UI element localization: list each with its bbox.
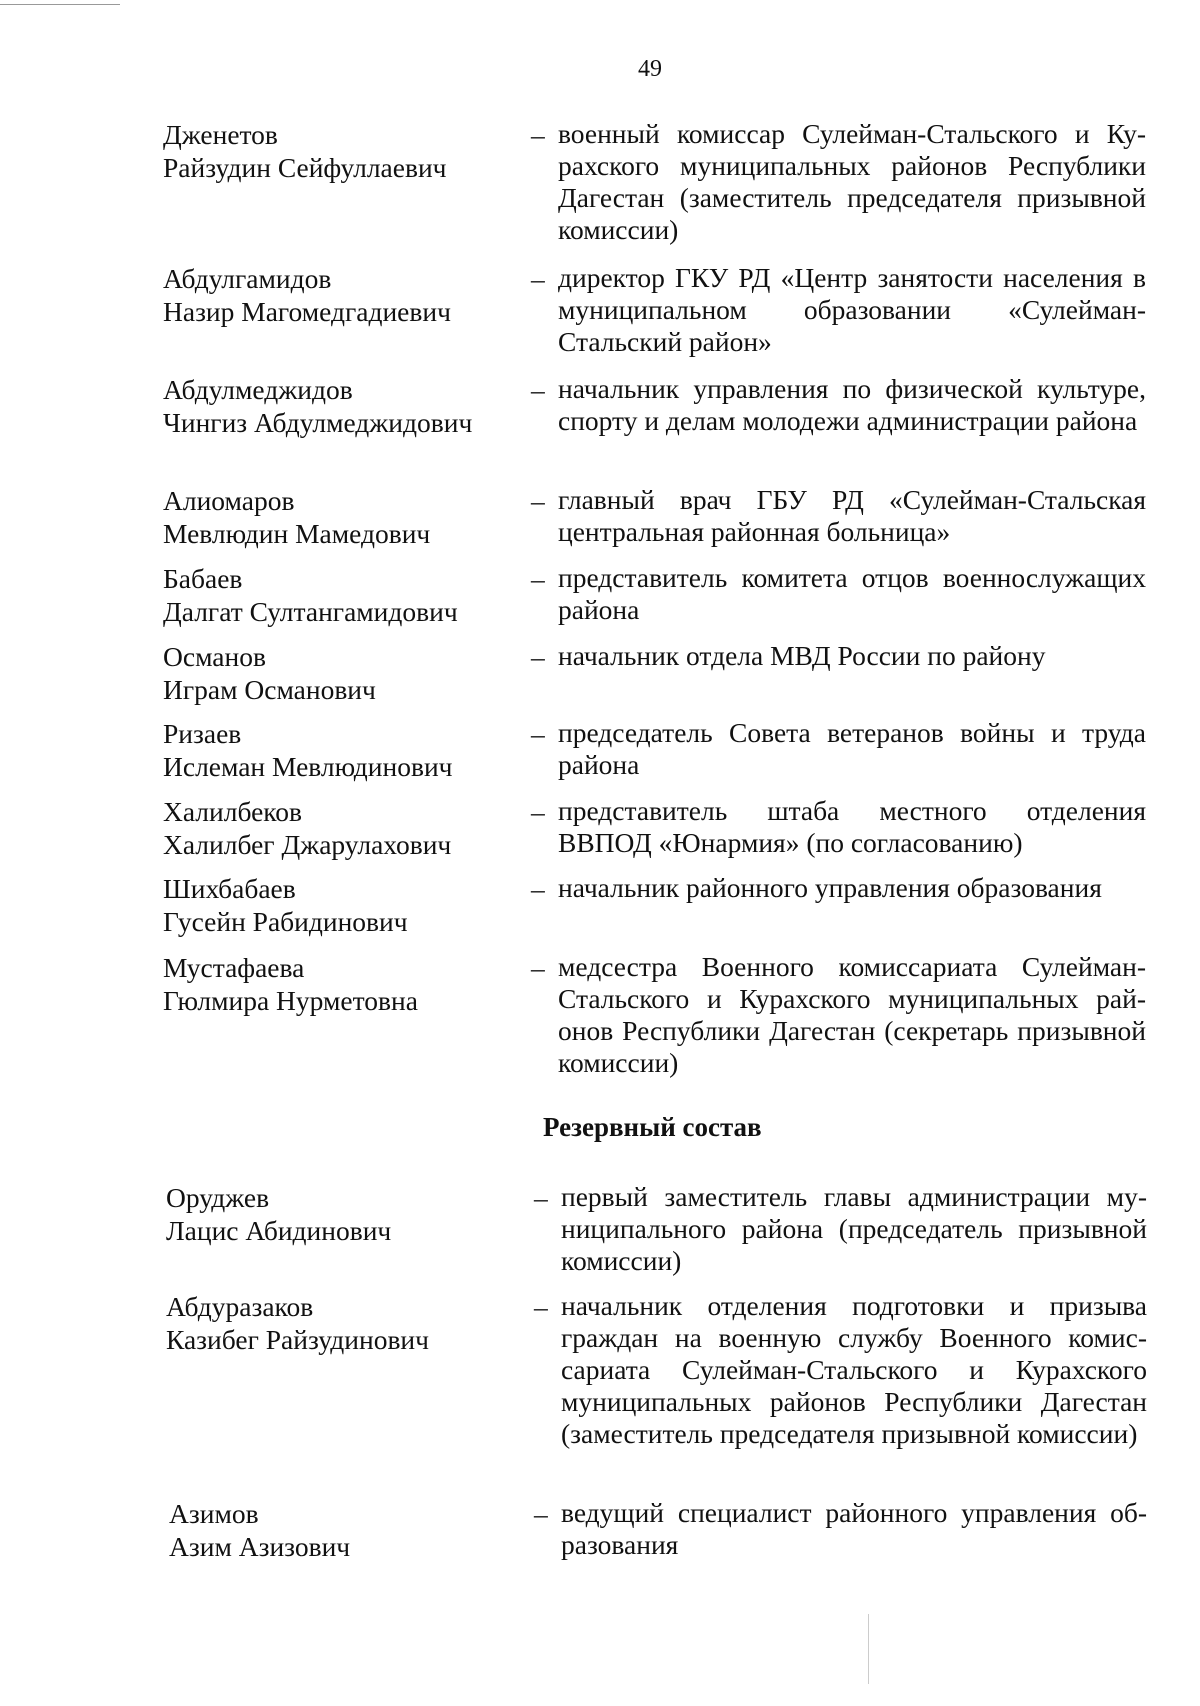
member-name — [163, 262, 523, 328]
member-given-name: Азим Азизович — [169, 1531, 351, 1562]
member-given-name: Райзудин Сейфуллаевич — [163, 152, 447, 183]
member-name — [163, 373, 523, 439]
member-name — [166, 1290, 526, 1356]
dash-separator: – — [531, 718, 545, 749]
member-surname: Ризаев — [163, 718, 242, 749]
member-role: представитель комитета отцов военнослужащих района — [558, 562, 1146, 625]
member-role: главный врач ГБУ РД «Сулейман-Стальская центральная районная больница» — [558, 484, 1146, 547]
member-name — [163, 118, 523, 184]
member-name — [163, 717, 523, 783]
member-role: медсестра Военного комиссариата Сулейман-Стальского и Курахского муниципальных районов Республики Дагестан (секретарь призывной комиссии) — [558, 951, 1146, 1078]
member-surname: Дженетов — [163, 119, 278, 150]
member-surname: Абдулмеджидов — [163, 374, 353, 405]
scan-line — [868, 1614, 869, 1684]
member-surname: Халилбеков — [163, 796, 303, 827]
member-surname: Османов — [163, 641, 266, 672]
dash-separator: – — [531, 641, 545, 672]
dash-separator: – — [531, 873, 545, 904]
member-surname: Алиомаров — [163, 485, 295, 516]
member-name — [163, 640, 523, 706]
member-role: председатель Совета ветеранов войны и труда района — [558, 717, 1146, 780]
dash-separator: – — [531, 563, 545, 594]
member-role: первый заместитель главы администрации муниципального района (председатель призывной комиссии) — [561, 1181, 1147, 1276]
member-name — [169, 1497, 529, 1563]
member-role: начальник районного управления образования — [558, 872, 1102, 903]
dash-separator: – — [531, 952, 545, 983]
member-given-name: Мевлюдин Мамедович — [163, 518, 431, 549]
member-name — [163, 795, 523, 861]
dash-separator: – — [531, 119, 545, 150]
member-name — [163, 484, 523, 550]
member-role: начальник отдела МВД России по району — [558, 640, 1046, 671]
page-number: 49 — [638, 56, 662, 82]
member-name — [166, 1181, 526, 1247]
dash-separator: – — [534, 1182, 548, 1213]
member-given-name: Далгат Султангамидович — [163, 596, 458, 627]
member-surname: Абдуразаков — [166, 1291, 314, 1322]
member-surname: Азимов — [169, 1498, 259, 1529]
member-role: начальник отделения подготовки и призыва граждан на военную службу Военного комиссариата Сулейман-Стальского и Курахского муниципальных районов Республики Дагестан (заместитель председателя призывной комиссии) — [561, 1290, 1147, 1449]
member-role: директор ГКУ РД «Центр занятости населения в муниципальном образовании «Сулейман-Стальский район» — [558, 262, 1146, 357]
member-given-name: Ислеман Мевлюдинович — [163, 751, 453, 782]
member-surname: Бабаев — [163, 563, 243, 594]
member-given-name: Назир Магомедгадиевич — [163, 296, 451, 327]
member-name — [163, 562, 523, 628]
member-surname: Мустафаева — [163, 952, 305, 983]
member-given-name: Гусейн Рабидинович — [163, 906, 408, 937]
member-surname: Оруджев — [166, 1182, 270, 1213]
member-surname: Шихбабаев — [163, 873, 296, 904]
member-given-name: Играм Османович — [163, 674, 376, 705]
member-given-name: Чингиз Абдулмеджидович — [163, 407, 473, 438]
dash-separator: – — [531, 263, 545, 294]
dash-separator: – — [531, 796, 545, 827]
member-given-name: Халилбег Джарулахович — [163, 829, 452, 860]
scan-line — [0, 4, 120, 5]
dash-separator: – — [534, 1291, 548, 1322]
member-given-name: Казибег Райзудинович — [166, 1324, 429, 1355]
member-given-name: Лацис Абидинович — [166, 1215, 392, 1246]
dash-separator: – — [534, 1498, 548, 1529]
dash-separator: – — [531, 485, 545, 516]
member-role: военный комиссар Сулейман-Стальского и Курахского муниципальных районов Республики Дагестан (заместитель председателя призывной комиссии) — [558, 118, 1146, 245]
member-given-name: Гюлмира Нурметовна — [163, 985, 418, 1016]
member-surname: Абдулгамидов — [163, 263, 332, 294]
member-name — [163, 951, 523, 1017]
section-title: Резервный состав — [543, 1112, 762, 1142]
member-name — [163, 872, 523, 938]
member-role: представитель штаба местного отделения ВВПОД «Юнармия» (по согласованию) — [558, 795, 1146, 858]
member-role: начальник управления по физической культуре, спорту и делам молодежи администрации района — [558, 373, 1146, 436]
dash-separator: – — [531, 374, 545, 405]
member-role: ведущий специалист районного управления образования — [561, 1497, 1147, 1560]
